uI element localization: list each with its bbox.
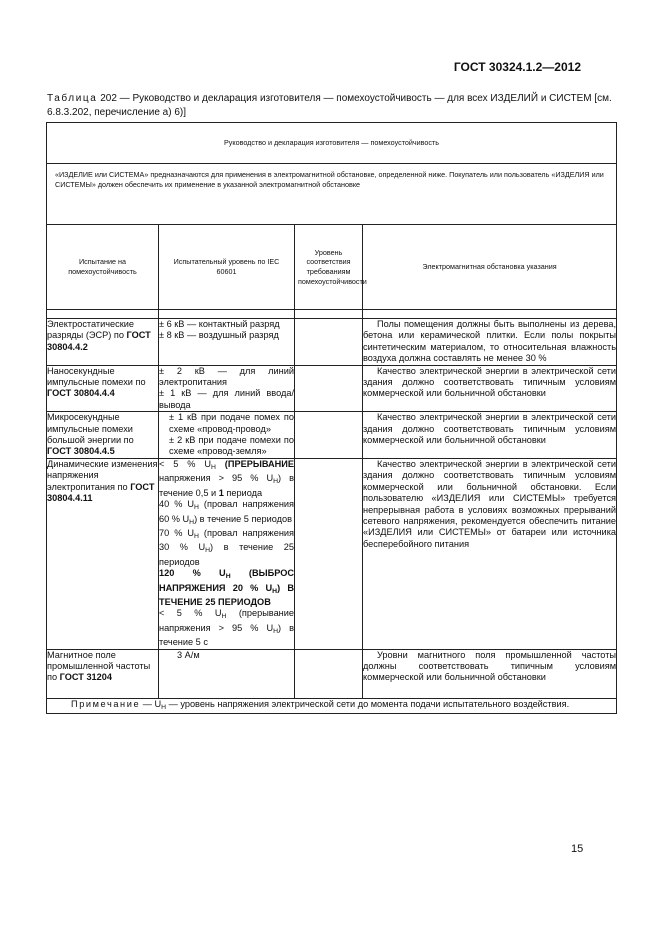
compliance-level [295,319,363,366]
level-swell-120: 120 % $U_Н$ (ВЫБРОС НАПРЯЖЕНИЯ 20 % $U_Н$) В ТЕЧЕНИЕ 25 ПЕРИОДОВ [159,568,294,607]
level-interruption-short: < 5 % $U_Н$ (ПРЕРЫВАНИЕ напряжения > 95 % $U_Н$) в течение 0,5 и 1 периода [159,458,295,498]
test-name: Динамические изменения напряжения электропитания по ГОСТ 30804.4.11 [47,458,159,649]
test-level: ± 1 кВ при подаче помех по схеме «провод-провод» ± 2 кВ при подаче помехи по схеме «провод-земля» [159,412,295,459]
environment-text: Уровни магнитного поля промышленной частоты должны соответствовать типичным условиям коммерческой или больничной обстановки [363,649,617,698]
table-intro: «ИЗДЕЛИЕ или СИСТЕМА» предназначаются для применения в электромагнитной обстановке, определенной ниже. Покупатель или пользователь «ИЗДЕЛИЯ или СИСТЕМЫ» должен обеспечить их применение в указанной электромагнитной обстановке [47,164,617,225]
test-level [159,458,295,649]
header-environment: Электромагнитная обстановка указания [363,225,617,310]
test-name: Магнитное поле промышленной частоты по ГОСТ 31204 [47,649,159,698]
immunity-table [46,122,617,714]
caption-text: — Руководство и декларация изготовителя — помехоустойчивость — для всех ИЗДЕЛИЙ и СИСТЕМ [см. 6.8.3.202, перечисление а) 6)] [47,93,612,118]
header-gap-row [47,310,617,319]
compliance-level [295,365,363,412]
environment-text: Качество электрической энергии в электрической сети здания должно соответствовать типичным условиям коммерческой или больничной обстановки. Если пользователю «ИЗДЕЛИЯ или СИСТЕМЫ» требуется непрерывная работа в условиях возможных прерываний сетевого напряжения, рекомендуется обеспечить питание «ИЗДЕЛИЯ или СИСТЕМЫ» от батареи или источника бесперебойного питания [363,458,617,649]
environment-text: Полы помещения должны быть выполнены из дерева, бетона или керамической плитки. Если полы покрыты синтетическим материалом, то относительная влажность воздуха должна составлять не менее 30 % [363,319,617,364]
environment-text: Качество электрической энергии в электрической сети здания должно соответствовать типичным условиям коммерческой или больничной обстановки [363,412,617,459]
header-level: Испытательный уровень по IEC 60601 [159,225,295,310]
test-name: Электростатические разряды (ЭСР) по ГОСТ 30804.4.2 [47,319,159,366]
table-title-row [47,123,617,164]
document-number: ГОСТ 30324.1.2—2012 [453,60,581,74]
test-name: Наносекундные импульсные помехи по ГОСТ 30804.4.4 [47,365,159,412]
table-row [47,458,617,649]
table-intro-row [47,164,617,225]
table-note: Примечание — $U_Н$ — уровень напряжения электрической сети до момента подачи испытательного воздействия. [47,698,617,713]
table-row [47,365,617,412]
table-caption [47,92,617,120]
table-row [47,319,617,366]
header-compliance: Уровень соответствия требованиям помехоустойчивости [295,225,363,310]
environment-text: Качество электрической энергии в электрической сети здания должно соответствовать типичным условиям коммерческой или больничной обстановки [363,365,617,412]
table-note-row [47,698,617,713]
level-interruption-long: < 5 % $U_Н$ (прерывание напряжения > 95 % $U_Н$) в течение 5 с [159,608,294,648]
test-level: ± 6 кВ — контактный разряд ± 8 кВ — воздушный разряд [159,319,295,366]
page-number: 15 [571,843,584,855]
caption-number: 202 [100,93,117,104]
header-test: Испытание на помехоустойчивость [47,225,159,310]
test-level: ± 2 кВ — для линий электропитания ± 1 кВ — для линий ввода/вывода [159,365,294,410]
compliance-level [295,458,363,649]
test-level: 3 А/м [159,649,295,698]
compliance-level [295,649,363,698]
table-title: Руководство и декларация изготовителя — помехоустойчивость [47,123,617,164]
caption-label: Таблица [47,93,98,104]
level-dip-60: 40 % $U_Н$ (провал напряжения 60 % $U_Н$) в течение 5 периодов [159,499,294,526]
test-name: Микросекундные импульсные помехи большой энергии по ГОСТ 30804.4.5 [47,412,159,459]
level-dip-30: 70 % $U_Н$ (провал напряжения 30 % $U_Н$) в течение 25 периодов [159,527,294,567]
table-row [47,649,617,698]
compliance-level [295,412,363,459]
table-header-row [47,225,617,310]
table-row [47,412,617,459]
